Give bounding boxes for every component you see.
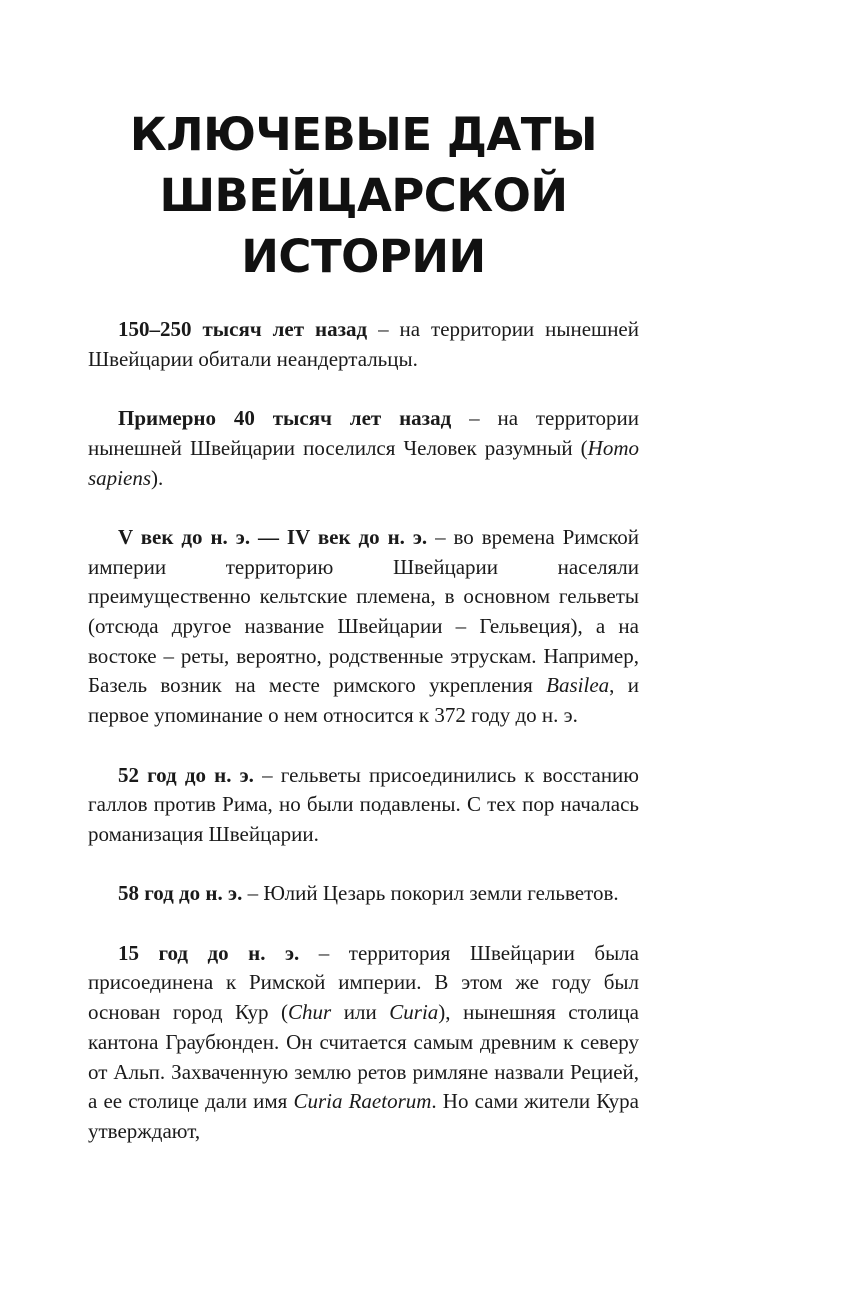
entry-text: . Но сами жители Кура утверждают, xyxy=(88,1089,639,1143)
entry-italic-term: Basilea xyxy=(546,673,610,698)
entry-date: V век до н. э. — IV век до н. э. xyxy=(118,524,428,549)
entry-date: 52 год до н. э. xyxy=(118,762,254,787)
entry-text: – на территории нынешней Швейцарии поселился Человек разумный ( xyxy=(88,406,639,460)
timeline-entry-homo-sapiens xyxy=(88,404,639,493)
timeline-entry-neanderthals xyxy=(88,315,639,374)
entry-text: ), нынешняя столица кантона Граубюнден. Он считается самым древним к северу от Альп. Захваченную землю ретов римляне назвали Рецией, а ее столице дали имя xyxy=(88,1000,639,1114)
entry-text: – гельветы присоединились к восстанию галлов против Рима, но были подавлены. С тех пор началась романизация Швейцарии. xyxy=(88,762,639,846)
timeline-entry-caesar xyxy=(88,879,639,909)
entry-text: или xyxy=(331,1000,390,1025)
chapter-title-line-2: ШВЕЙЦАРСКОЙ xyxy=(159,169,568,222)
entry-date: Примерно 40 тысяч лет назад xyxy=(118,406,452,431)
timeline-entry-revolt xyxy=(88,761,639,850)
timeline-body xyxy=(88,315,639,1176)
chapter-title-line-3: ИСТОРИИ xyxy=(241,230,486,283)
entry-italic-term: Chur xyxy=(288,1000,332,1025)
entry-date: 150–250 тысяч лет назад xyxy=(118,317,368,341)
entry-italic-term: Homo sapiens xyxy=(88,435,639,490)
entry-date: 15 год до н. э. xyxy=(118,940,300,965)
entry-italic-term: Curia xyxy=(389,1000,439,1025)
entry-text: – на территории нынешней Швейцарии обитали неандертальцы. xyxy=(88,317,639,371)
timeline-entry-celts xyxy=(88,523,639,731)
timeline-entry-chur xyxy=(88,939,639,1147)
entry-text: – территория Швейцарии была присоединена к Римской империи. В этом же году был основан город Кур ( xyxy=(88,940,639,1025)
entry-text: – во времена Римской империи территорию Швейцарии населяли преимущественно кельтские племена, в основном гельветы (отсюда другое название Швейцарии – Гельвеция), а на востоке – реты, вероятно, родственные этрускам. Например, Базель возник на месте римского укрепления xyxy=(88,524,639,698)
entry-italic-term: Curia Raetorum xyxy=(293,1089,432,1114)
entry-text: ). xyxy=(151,465,164,490)
chapter-title-line-1: КЛЮЧЕВЫЕ ДАТЫ xyxy=(129,108,598,161)
entry-text: – Юлий Цезарь покорил земли гельветов. xyxy=(242,881,619,906)
entry-text: , и первое упоминание о нем относится к 372 году до н. э. xyxy=(88,673,639,728)
entry-date: 58 год до н. э. xyxy=(118,881,243,906)
chapter-title xyxy=(88,104,639,287)
